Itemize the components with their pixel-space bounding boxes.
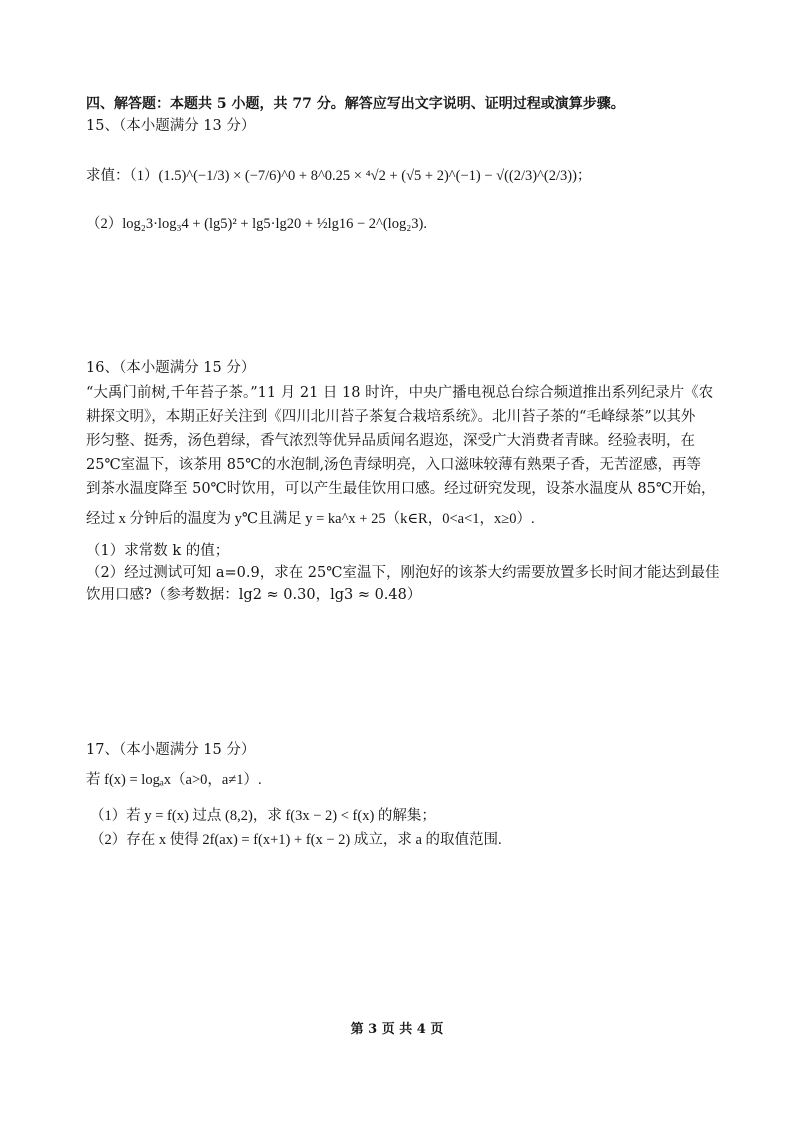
q16-part1: （1）求常数 k 的值； [86,543,230,559]
q15-title: 15、（本小题满分 13 分） [86,118,256,134]
q16-part2-cont: 饮用口感?（参考数据：lg2 ≈ 0.30，lg3 ≈ 0.48） [86,587,422,603]
q17-part2: （2）存在 x 使得 2f(ax) = f(x+1) + f(x − 2) 成立，求 a 的取值范围. [90,832,502,848]
q16-body-line: 到茶水温度降至 50℃时饮用，可以产生最佳饮用口感。经过研究发现，设茶水温度从 85℃开始， [86,481,716,497]
q16-body-line: 耕探文明》，本期正好关注到《四川北川苔子茶复合栽培系统》。北川苔子茶的“毛峰绿茶”以其外 [86,409,696,425]
q15-part2: （2）log₂3·log₃4 + (lg5)² + lg5·lg20 + ½lg16 − 2^(log₂3). [86,216,427,232]
q17-title: 17、（本小题满分 15 分） [86,742,256,758]
q16-body-line: 经过 x 分钟后的温度为 y℃且满足 y = ka^x + 25（k∈R，0<a<1，x≥0）. [86,511,535,527]
q17-part1: （1）若 y = f(x) 过点 (8,2)，求 f(3x − 2) < f(x) 的解集； [90,808,436,824]
q16-body-line: “大禹门前树,千年苔子茶。”11 月 21 日 18 时许，中央广播电视总台综合频道推出系列纪录片《农 [86,385,714,401]
q16-body-line: 形匀整、挺秀，汤色碧绿，香气浓烈等优异品质闻名遐迩，深受广大消费者青睐。经验表明，在 [86,433,695,449]
q16-title: 16、（本小题满分 15 分） [86,360,256,376]
q15-part1: 求值：（1）(1.5)^(−1/3) × (−7/6)^0 + 8^0.25 × ⁴√2 + (√5 + 2)^(−1) − √((2/3)^(2/3))； [86,168,592,184]
q16-body-line: 25℃室温下，该茶用 85℃的水泡制,汤色青绿明亮，入口滋味较薄有熟栗子香，无苦涩感，再等 [86,457,702,473]
q17-intro: 若 f(x) = logₐx（a>0，a≠1）. [86,772,262,788]
q16-part2: （2）经过测试可知 a=0.9，求在 25℃室温下，刚泡好的该茶大约需要放置多长时间才能达到最佳 [86,565,720,581]
section-header: 四、解答题：本题共 5 小题，共 77 分。解答应写出文字说明、证明过程或演算步骤。 [86,96,625,112]
page-number-footer: 第 3 页 共 4 页 [350,1022,444,1037]
